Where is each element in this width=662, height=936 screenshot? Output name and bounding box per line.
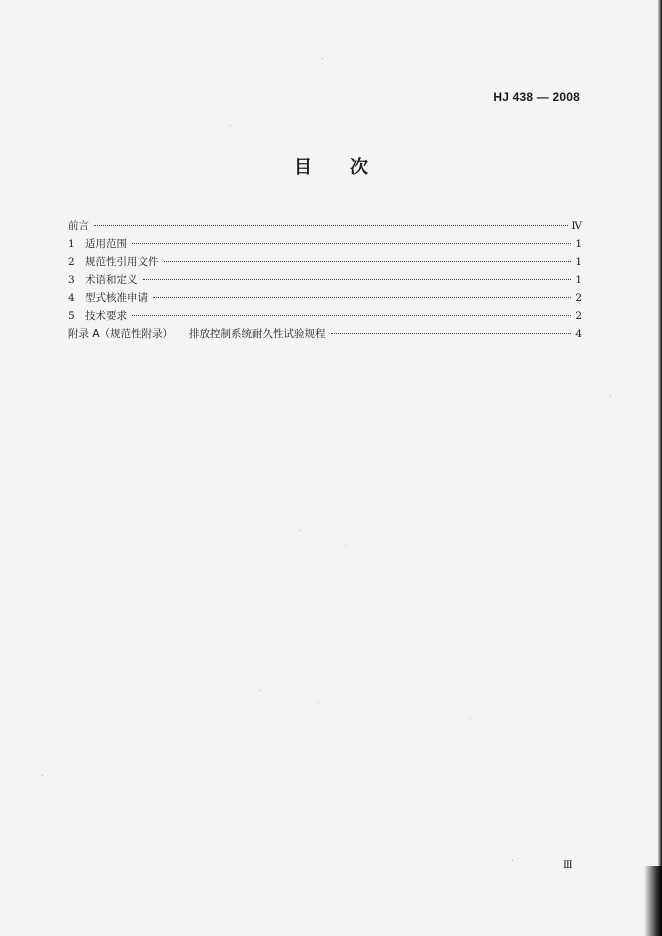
toc-item-label: 前言 — [68, 220, 89, 232]
toc-item-label: 5 技术要求 — [68, 307, 127, 325]
toc-dot-leader — [94, 225, 568, 226]
toc-item-appendix-a[interactable] — [68, 325, 582, 343]
scan-speck — [345, 545, 346, 546]
scan-speck — [230, 125, 231, 126]
toc-dot-leader — [132, 315, 571, 316]
toc-item-foreword[interactable] — [68, 217, 582, 235]
page-number: Ⅲ — [563, 860, 573, 871]
toc-item-page: 2 — [575, 310, 582, 322]
toc-item-label: 4 型式核准申请 — [68, 289, 148, 307]
table-of-contents — [68, 217, 582, 343]
toc-item-page: 1 — [575, 238, 582, 250]
scan-speck — [318, 702, 319, 703]
toc-item-scope[interactable] — [68, 235, 582, 253]
toc-dot-leader — [132, 243, 571, 244]
toc-item-number: 4 — [68, 292, 75, 304]
page-corner-shadow — [644, 866, 662, 936]
toc-dot-leader — [331, 333, 572, 334]
scan-speck — [610, 395, 611, 396]
toc-item-number: 2 — [68, 256, 75, 268]
toc-item-page: 2 — [575, 292, 582, 304]
toc-item-page: Ⅳ — [571, 220, 582, 232]
toc-dot-leader — [143, 279, 572, 280]
toc-item-normative-references[interactable] — [68, 253, 582, 271]
toc-item-label: 1 适用范围 — [68, 235, 127, 253]
toc-item-number: 5 — [68, 310, 75, 322]
scan-speck — [300, 530, 301, 531]
toc-item-number: 1 — [68, 238, 75, 250]
page-title: 目次 — [294, 157, 406, 178]
toc-item-page: 1 — [575, 274, 582, 286]
toc-item-terms-definitions[interactable] — [68, 271, 582, 289]
toc-item-page: 4 — [575, 328, 582, 340]
document-code: HJ 438 — 2008 — [493, 90, 580, 104]
scan-speck — [42, 775, 43, 776]
scan-speck — [512, 860, 513, 861]
toc-item-technical-requirements[interactable] — [68, 307, 582, 325]
toc-item-label: 3 术语和定义 — [68, 271, 138, 289]
scan-speck — [260, 690, 261, 691]
toc-dot-leader — [153, 297, 571, 298]
toc-item-label: 附录 A（规范性附录） 排放控制系统耐久性试验规程 — [68, 328, 326, 340]
toc-dot-leader — [164, 261, 572, 262]
scan-speck — [470, 718, 471, 719]
toc-item-number: 3 — [68, 274, 75, 286]
page-edge-shadow — [658, 0, 662, 936]
scan-speck — [322, 58, 323, 59]
toc-item-label: 2 规范性引用文件 — [68, 253, 159, 271]
toc-item-page: 1 — [575, 256, 582, 268]
toc-item-type-approval[interactable] — [68, 289, 582, 307]
